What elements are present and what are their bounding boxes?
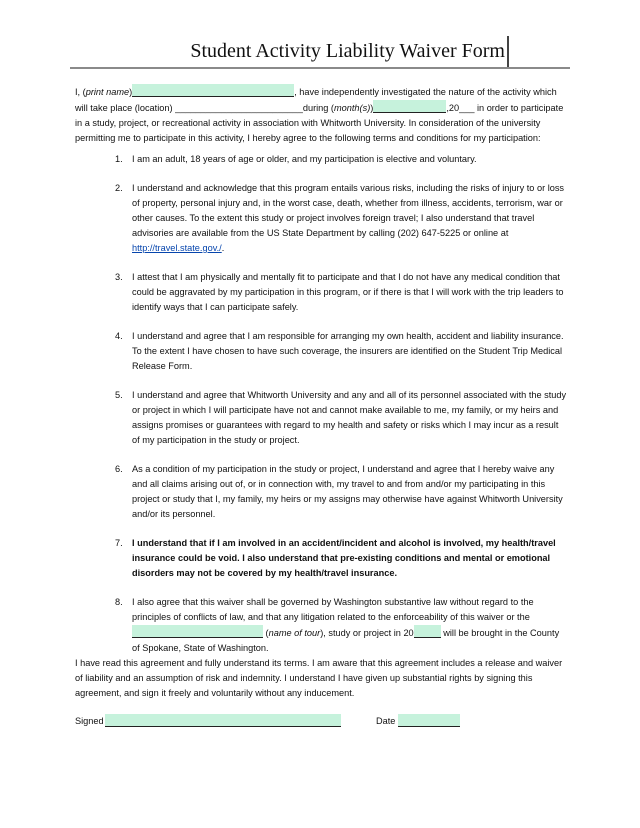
list-item: 8. I also agree that this waiver shall be governed by Washington substantive law without regard to the principles of conflicts of law, and that any litigation related to the enforceability of this waiver or the (name of tour), study or project in 20 will be brought in the County of Spokane, State of Washington. — [115, 597, 560, 653]
closing-paragraph: I have read this agreement and fully understand its terms. I am aware that this agreement includes a release and waiver of liability and an assumption of risk and indemnity. I understand I have given up substantial rights by signing this agreement, and sign it freely and voluntarily without any inducement. — [75, 658, 563, 698]
signature-field[interactable] — [105, 714, 341, 727]
signature-row — [75, 714, 575, 730]
location-blank[interactable]: _________________________ — [175, 103, 303, 113]
list-item: 4. I understand and agree that I am responsible for arranging my own health, accident and liability insurance. To the extent I have chosen to have such coverage, the insurers are identified on the Student Trip Medical Release Form. — [115, 331, 564, 371]
tour-name-field[interactable] — [132, 625, 263, 638]
intro-paragraph: I, (print name) , have independently investigated the nature of the activity which will take place (location) _________________________during (month(s)) ,20___ in order to participate in a study, project, or recreational activity in association with Whitworth University. In consideration of the university permitting me to participate in this activity, I hereby agree to the following terms and conditions for my participation: — [75, 84, 568, 146]
list-item: 7. I understand that if I am involved in an accident/incident and alcohol is involved, my health/travel insurance could be void. I also understand that pre-existing conditions and mental or emotional disorders may not be covered by my health/travel insurance. — [115, 538, 556, 578]
date-label: Date — [376, 716, 396, 726]
list-item: 3. I attest that I am physically and mentally fit to participate and that I do not have any medical condition that could be aggravated by my participation in this program, or if there is that I will work with the trip leaders to identify ways that I can participate safely. — [115, 272, 564, 312]
page-title: Student Activity Liability Waiver Form — [190, 40, 505, 62]
terms-list — [75, 152, 568, 656]
list-item: 6. As a condition of my participation in the study or project, I understand and agree that I hereby waive any and all claims arising out of, or in connection with, my travel to and from and/or my participating in this project or study that I, my family, my heirs or my assigns may otherwise have against Whitworth University and/or its personnel. — [115, 464, 563, 519]
year-field[interactable] — [414, 625, 441, 638]
form-body — [75, 84, 568, 701]
signed-label: Signed — [75, 716, 104, 726]
list-item: 2. I understand and acknowledge that this program entails various risks, including the risks of injury to or loss of property, personal injury and, in the worst case, death, whether from illness, accidents, terrorism, war or other causes. To the extent this study or project involves foreign travel; I also understand that travel advisories are available from the US State Department by calling (202) 647-5225 or online at http://travel.state.gov./. — [115, 183, 565, 253]
travel-state-link[interactable]: http://travel.state.gov./ — [132, 243, 222, 253]
list-item: 5. I understand and agree that Whitworth University and any and all of its personnel associated with the study or project in which I will participate have not and cannot make available to me, my family, or my heirs and assigns promises or guarantees with regard to my health and safety or risks which I may incur as a result of my participation in the study or project. — [115, 390, 567, 445]
header-rule — [70, 67, 570, 69]
list-item: 1. I am an adult, 18 years of age or older, and my participation is elective and voluntary. — [115, 154, 477, 164]
year-blank[interactable]: ___ — [459, 103, 475, 113]
month-field[interactable] — [373, 100, 446, 113]
title-divider — [507, 36, 509, 68]
print-name-field[interactable] — [132, 84, 294, 97]
date-field[interactable] — [398, 714, 460, 727]
